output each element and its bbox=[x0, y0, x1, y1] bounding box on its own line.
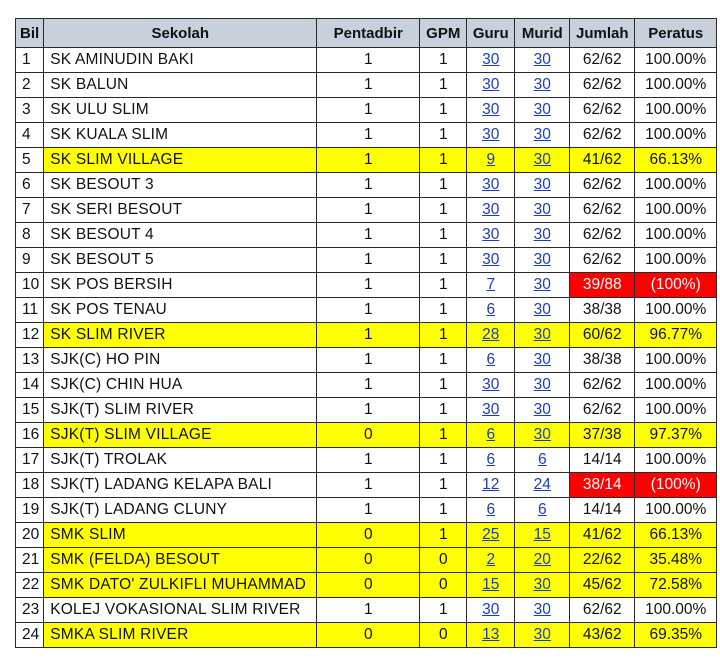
row-peratus-cell: 100.00% bbox=[635, 98, 717, 123]
row-guru-cell-link[interactable]: 6 bbox=[486, 301, 496, 318]
row-gpm-cell: 0 bbox=[420, 623, 467, 648]
row-guru-cell bbox=[467, 623, 515, 648]
row-murid-cell-link[interactable]: 30 bbox=[533, 351, 551, 368]
row-guru-cell bbox=[467, 523, 515, 548]
row-murid-cell bbox=[515, 273, 570, 298]
row-murid-cell bbox=[515, 248, 570, 273]
row-murid-cell-link[interactable]: 30 bbox=[533, 326, 551, 343]
row-bil-cell: 18 bbox=[16, 473, 44, 498]
row-school-name-cell: SK AMINUDIN BAKI bbox=[44, 48, 317, 73]
row-jumlah-cell: 62/62 bbox=[570, 223, 635, 248]
table-row bbox=[16, 148, 717, 173]
row-murid-cell-link[interactable]: 30 bbox=[533, 576, 551, 593]
row-murid-cell bbox=[515, 473, 570, 498]
row-pentadbir-cell: 0 bbox=[317, 423, 420, 448]
row-peratus-cell: 100.00% bbox=[635, 123, 717, 148]
row-guru-cell-link[interactable]: 6 bbox=[486, 451, 496, 468]
row-jumlah-cell: 62/62 bbox=[570, 198, 635, 223]
row-murid-cell-link[interactable]: 6 bbox=[537, 501, 547, 518]
row-murid-cell-link[interactable]: 15 bbox=[533, 526, 551, 543]
row-jumlah-cell: 62/62 bbox=[570, 248, 635, 273]
row-guru-cell bbox=[467, 423, 515, 448]
row-jumlah-cell: 14/14 bbox=[570, 448, 635, 473]
row-guru-cell-link[interactable]: 28 bbox=[482, 326, 500, 343]
row-gpm-cell: 1 bbox=[420, 148, 467, 173]
table-row bbox=[16, 173, 717, 198]
row-guru-cell-link[interactable]: 6 bbox=[486, 501, 496, 518]
row-guru-cell-link[interactable]: 30 bbox=[482, 201, 500, 218]
row-murid-cell bbox=[515, 623, 570, 648]
row-murid-cell bbox=[515, 548, 570, 573]
row-gpm-cell: 1 bbox=[420, 223, 467, 248]
row-guru-cell-link[interactable]: 7 bbox=[486, 276, 496, 293]
row-bil-cell: 5 bbox=[16, 148, 44, 173]
row-gpm-cell: 1 bbox=[420, 298, 467, 323]
row-guru-cell-link[interactable]: 30 bbox=[482, 401, 500, 418]
row-bil-cell: 23 bbox=[16, 598, 44, 623]
row-murid-cell-link[interactable]: 30 bbox=[533, 426, 551, 443]
row-bil-cell: 12 bbox=[16, 323, 44, 348]
row-gpm-cell: 1 bbox=[420, 373, 467, 398]
row-bil-cell: 7 bbox=[16, 198, 44, 223]
row-jumlah-cell: 43/62 bbox=[570, 623, 635, 648]
row-guru-cell-link[interactable]: 15 bbox=[482, 576, 500, 593]
row-murid-cell bbox=[515, 98, 570, 123]
row-guru-cell bbox=[467, 548, 515, 573]
row-murid-cell-link[interactable]: 30 bbox=[533, 301, 551, 318]
row-peratus-cell: 100.00% bbox=[635, 223, 717, 248]
row-jumlah-cell: 62/62 bbox=[570, 123, 635, 148]
row-pentadbir-cell: 1 bbox=[317, 398, 420, 423]
row-bil-cell: 3 bbox=[16, 98, 44, 123]
row-peratus-cell: (100%) bbox=[635, 473, 717, 498]
row-jumlah-cell: 14/14 bbox=[570, 498, 635, 523]
row-murid-cell bbox=[515, 298, 570, 323]
row-guru-cell bbox=[467, 248, 515, 273]
row-guru-cell bbox=[467, 98, 515, 123]
row-guru-cell-link[interactable]: 6 bbox=[486, 426, 496, 443]
row-bil-cell: 10 bbox=[16, 273, 44, 298]
header-murid: Murid bbox=[515, 19, 570, 48]
row-murid-cell-link[interactable]: 30 bbox=[533, 51, 551, 68]
row-bil-cell: 2 bbox=[16, 73, 44, 98]
row-pentadbir-cell: 1 bbox=[317, 298, 420, 323]
row-murid-cell bbox=[515, 448, 570, 473]
row-guru-cell-link[interactable]: 30 bbox=[482, 601, 500, 618]
row-guru-cell-link[interactable]: 30 bbox=[482, 251, 500, 268]
row-murid-cell-link[interactable]: 30 bbox=[533, 601, 551, 618]
row-jumlah-cell: 62/62 bbox=[570, 73, 635, 98]
table-row bbox=[16, 373, 717, 398]
header-gpm: GPM bbox=[420, 19, 467, 48]
row-school-name-cell: SK ULU SLIM bbox=[44, 98, 317, 123]
row-gpm-cell: 1 bbox=[420, 398, 467, 423]
row-gpm-cell: 1 bbox=[420, 348, 467, 373]
row-gpm-cell: 1 bbox=[420, 173, 467, 198]
row-pentadbir-cell: 1 bbox=[317, 48, 420, 73]
row-bil-cell: 19 bbox=[16, 498, 44, 523]
row-jumlah-cell: 62/62 bbox=[570, 398, 635, 423]
row-school-name-cell: SJK(C) HO PIN bbox=[44, 348, 317, 373]
row-gpm-cell: 1 bbox=[420, 198, 467, 223]
row-peratus-cell: 72.58% bbox=[635, 573, 717, 598]
row-school-name-cell: KOLEJ VOKASIONAL SLIM RIVER bbox=[44, 598, 317, 623]
row-pentadbir-cell: 1 bbox=[317, 98, 420, 123]
row-gpm-cell: 1 bbox=[420, 598, 467, 623]
row-guru-cell bbox=[467, 348, 515, 373]
row-murid-cell-link[interactable]: 30 bbox=[533, 201, 551, 218]
row-school-name-cell: SMK SLIM bbox=[44, 523, 317, 548]
row-peratus-cell: 66.13% bbox=[635, 148, 717, 173]
row-murid-cell-link[interactable]: 30 bbox=[533, 626, 551, 643]
row-bil-cell: 8 bbox=[16, 223, 44, 248]
table-row bbox=[16, 198, 717, 223]
row-murid-cell bbox=[515, 223, 570, 248]
row-peratus-cell: 100.00% bbox=[635, 398, 717, 423]
row-school-name-cell: SK BESOUT 4 bbox=[44, 223, 317, 248]
row-school-name-cell: SJK(C) CHIN HUA bbox=[44, 373, 317, 398]
row-murid-cell bbox=[515, 573, 570, 598]
row-jumlah-cell: 62/62 bbox=[570, 598, 635, 623]
row-murid-cell bbox=[515, 173, 570, 198]
row-gpm-cell: 1 bbox=[420, 323, 467, 348]
row-peratus-cell: 100.00% bbox=[635, 448, 717, 473]
row-gpm-cell: 1 bbox=[420, 473, 467, 498]
row-bil-cell: 13 bbox=[16, 348, 44, 373]
row-guru-cell-link[interactable]: 30 bbox=[482, 176, 500, 193]
row-jumlah-cell: 41/62 bbox=[570, 523, 635, 548]
row-pentadbir-cell: 1 bbox=[317, 123, 420, 148]
row-bil-cell: 17 bbox=[16, 448, 44, 473]
row-gpm-cell: 1 bbox=[420, 123, 467, 148]
row-school-name-cell: SJK(T) LADANG CLUNY bbox=[44, 498, 317, 523]
row-guru-cell-link[interactable]: 30 bbox=[482, 376, 500, 393]
row-pentadbir-cell: 1 bbox=[317, 498, 420, 523]
row-murid-cell bbox=[515, 48, 570, 73]
row-bil-cell: 9 bbox=[16, 248, 44, 273]
row-guru-cell bbox=[467, 223, 515, 248]
row-jumlah-cell: 62/62 bbox=[570, 173, 635, 198]
table-row bbox=[16, 323, 717, 348]
row-bil-cell: 20 bbox=[16, 523, 44, 548]
row-gpm-cell: 1 bbox=[420, 498, 467, 523]
row-jumlah-cell: 45/62 bbox=[570, 573, 635, 598]
row-gpm-cell: 1 bbox=[420, 248, 467, 273]
row-peratus-cell: 35.48% bbox=[635, 548, 717, 573]
row-guru-cell bbox=[467, 448, 515, 473]
row-peratus-cell: 97.37% bbox=[635, 423, 717, 448]
row-guru-cell-link[interactable]: 9 bbox=[486, 151, 496, 168]
row-murid-cell-link[interactable]: 30 bbox=[533, 376, 551, 393]
row-school-name-cell: SMK DATO' ZULKIFLI MUHAMMAD bbox=[44, 573, 317, 598]
table-row bbox=[16, 73, 717, 98]
row-guru-cell bbox=[467, 598, 515, 623]
row-pentadbir-cell: 0 bbox=[317, 623, 420, 648]
row-peratus-cell: 100.00% bbox=[635, 348, 717, 373]
header-pentadbir: Pentadbir bbox=[317, 19, 420, 48]
row-school-name-cell: SJK(T) SLIM VILLAGE bbox=[44, 423, 317, 448]
row-peratus-cell: 100.00% bbox=[635, 498, 717, 523]
row-murid-cell bbox=[515, 198, 570, 223]
row-peratus-cell: 100.00% bbox=[635, 73, 717, 98]
row-murid-cell-link[interactable]: 30 bbox=[533, 401, 551, 418]
row-murid-cell-link[interactable]: 30 bbox=[533, 276, 551, 293]
row-murid-cell-link[interactable]: 30 bbox=[533, 251, 551, 268]
row-gpm-cell: 1 bbox=[420, 448, 467, 473]
row-guru-cell bbox=[467, 573, 515, 598]
row-pentadbir-cell: 1 bbox=[317, 248, 420, 273]
row-murid-cell-link[interactable]: 30 bbox=[533, 151, 551, 168]
row-guru-cell bbox=[467, 73, 515, 98]
row-guru-cell bbox=[467, 298, 515, 323]
row-murid-cell bbox=[515, 498, 570, 523]
table-row bbox=[16, 48, 717, 73]
row-peratus-cell: 96.77% bbox=[635, 323, 717, 348]
table-row bbox=[16, 598, 717, 623]
row-murid-cell-link[interactable]: 30 bbox=[533, 226, 551, 243]
row-bil-cell: 1 bbox=[16, 48, 44, 73]
row-bil-cell: 6 bbox=[16, 173, 44, 198]
table-row bbox=[16, 548, 717, 573]
row-guru-cell-link[interactable]: 2 bbox=[486, 551, 496, 568]
row-jumlah-cell: 37/38 bbox=[570, 423, 635, 448]
row-school-name-cell: SK SLIM VILLAGE bbox=[44, 148, 317, 173]
school-table bbox=[15, 18, 717, 648]
row-murid-cell-link[interactable]: 24 bbox=[533, 476, 551, 493]
table-row bbox=[16, 298, 717, 323]
row-jumlah-cell: 41/62 bbox=[570, 148, 635, 173]
row-guru-cell bbox=[467, 398, 515, 423]
row-peratus-cell: 100.00% bbox=[635, 173, 717, 198]
table-row bbox=[16, 473, 717, 498]
row-bil-cell: 14 bbox=[16, 373, 44, 398]
row-peratus-cell: (100%) bbox=[635, 273, 717, 298]
row-guru-cell-link[interactable]: 6 bbox=[486, 351, 496, 368]
row-school-name-cell: SK BALUN bbox=[44, 73, 317, 98]
table-row bbox=[16, 248, 717, 273]
row-peratus-cell: 66.13% bbox=[635, 523, 717, 548]
row-jumlah-cell: 38/38 bbox=[570, 298, 635, 323]
row-bil-cell: 24 bbox=[16, 623, 44, 648]
row-pentadbir-cell: 1 bbox=[317, 373, 420, 398]
row-murid-cell bbox=[515, 373, 570, 398]
row-jumlah-cell: 60/62 bbox=[570, 323, 635, 348]
row-gpm-cell: 1 bbox=[420, 48, 467, 73]
row-gpm-cell: 1 bbox=[420, 523, 467, 548]
header-peratus: Peratus bbox=[635, 19, 717, 48]
row-school-name-cell: SK POS BERSIH bbox=[44, 273, 317, 298]
header-row bbox=[16, 19, 717, 48]
row-pentadbir-cell: 1 bbox=[317, 223, 420, 248]
row-school-name-cell: SJK(T) SLIM RIVER bbox=[44, 398, 317, 423]
row-guru-cell bbox=[467, 473, 515, 498]
row-bil-cell: 15 bbox=[16, 398, 44, 423]
row-pentadbir-cell: 0 bbox=[317, 523, 420, 548]
row-jumlah-cell: 62/62 bbox=[570, 48, 635, 73]
row-pentadbir-cell: 1 bbox=[317, 173, 420, 198]
table-row bbox=[16, 423, 717, 448]
table-row bbox=[16, 448, 717, 473]
row-bil-cell: 22 bbox=[16, 573, 44, 598]
school-table-wrapper bbox=[15, 18, 717, 648]
row-pentadbir-cell: 1 bbox=[317, 323, 420, 348]
row-school-name-cell: SK KUALA SLIM bbox=[44, 123, 317, 148]
row-school-name-cell: SK BESOUT 3 bbox=[44, 173, 317, 198]
row-gpm-cell: 1 bbox=[420, 273, 467, 298]
row-peratus-cell: 100.00% bbox=[635, 248, 717, 273]
header-jumlah: Jumlah bbox=[570, 19, 635, 48]
row-school-name-cell: SJK(T) TROLAK bbox=[44, 448, 317, 473]
row-pentadbir-cell: 1 bbox=[317, 73, 420, 98]
row-jumlah-cell: 62/62 bbox=[570, 373, 635, 398]
row-pentadbir-cell: 0 bbox=[317, 573, 420, 598]
table-row bbox=[16, 623, 717, 648]
row-peratus-cell: 100.00% bbox=[635, 198, 717, 223]
row-murid-cell bbox=[515, 148, 570, 173]
table-row bbox=[16, 123, 717, 148]
row-guru-cell bbox=[467, 198, 515, 223]
row-pentadbir-cell: 1 bbox=[317, 198, 420, 223]
row-peratus-cell: 100.00% bbox=[635, 373, 717, 398]
row-gpm-cell: 0 bbox=[420, 573, 467, 598]
row-guru-cell-link[interactable]: 25 bbox=[482, 526, 500, 543]
row-pentadbir-cell: 1 bbox=[317, 348, 420, 373]
row-pentadbir-cell: 1 bbox=[317, 598, 420, 623]
row-guru-cell-link[interactable]: 30 bbox=[482, 126, 500, 143]
row-peratus-cell: 100.00% bbox=[635, 48, 717, 73]
table-row bbox=[16, 573, 717, 598]
row-guru-cell bbox=[467, 123, 515, 148]
row-guru-cell-link[interactable]: 30 bbox=[482, 76, 500, 93]
table-row bbox=[16, 273, 717, 298]
header-bil: Bil bbox=[16, 19, 44, 48]
row-murid-cell-link[interactable]: 30 bbox=[533, 176, 551, 193]
row-guru-cell bbox=[467, 273, 515, 298]
row-peratus-cell: 100.00% bbox=[635, 598, 717, 623]
row-bil-cell: 16 bbox=[16, 423, 44, 448]
row-school-name-cell: SK POS TENAU bbox=[44, 298, 317, 323]
table-body bbox=[16, 48, 717, 648]
row-jumlah-cell: 39/88 bbox=[570, 273, 635, 298]
row-guru-cell-link[interactable]: 30 bbox=[482, 51, 500, 68]
row-murid-cell bbox=[515, 423, 570, 448]
table-row bbox=[16, 98, 717, 123]
table-row bbox=[16, 348, 717, 373]
row-bil-cell: 11 bbox=[16, 298, 44, 323]
row-murid-cell bbox=[515, 123, 570, 148]
row-murid-cell bbox=[515, 348, 570, 373]
row-school-name-cell: SK SERI BESOUT bbox=[44, 198, 317, 223]
row-gpm-cell: 1 bbox=[420, 73, 467, 98]
row-murid-cell bbox=[515, 323, 570, 348]
row-guru-cell-link[interactable]: 13 bbox=[482, 626, 500, 643]
row-guru-cell bbox=[467, 498, 515, 523]
row-gpm-cell: 1 bbox=[420, 423, 467, 448]
row-school-name-cell: SK SLIM RIVER bbox=[44, 323, 317, 348]
row-peratus-cell: 100.00% bbox=[635, 298, 717, 323]
row-jumlah-cell: 38/14 bbox=[570, 473, 635, 498]
row-school-name-cell: SMKA SLIM RIVER bbox=[44, 623, 317, 648]
row-bil-cell: 21 bbox=[16, 548, 44, 573]
row-pentadbir-cell: 1 bbox=[317, 148, 420, 173]
row-pentadbir-cell: 1 bbox=[317, 473, 420, 498]
row-murid-cell-link[interactable]: 6 bbox=[537, 451, 547, 468]
row-guru-cell bbox=[467, 323, 515, 348]
row-murid-cell-link[interactable]: 30 bbox=[533, 101, 551, 118]
row-guru-cell-link[interactable]: 12 bbox=[482, 476, 500, 493]
table-row bbox=[16, 223, 717, 248]
row-peratus-cell: 69.35% bbox=[635, 623, 717, 648]
row-guru-cell-link[interactable]: 30 bbox=[482, 226, 500, 243]
row-murid-cell bbox=[515, 523, 570, 548]
header-sekolah: Sekolah bbox=[44, 19, 317, 48]
row-pentadbir-cell: 1 bbox=[317, 273, 420, 298]
row-pentadbir-cell: 1 bbox=[317, 448, 420, 473]
row-murid-cell bbox=[515, 73, 570, 98]
row-school-name-cell: SMK (FELDA) BESOUT bbox=[44, 548, 317, 573]
row-guru-cell bbox=[467, 48, 515, 73]
row-gpm-cell: 0 bbox=[420, 548, 467, 573]
row-murid-cell-link[interactable]: 30 bbox=[533, 76, 551, 93]
header-guru: Guru bbox=[467, 19, 515, 48]
table-row bbox=[16, 398, 717, 423]
row-murid-cell bbox=[515, 398, 570, 423]
table-row bbox=[16, 498, 717, 523]
row-guru-cell bbox=[467, 373, 515, 398]
row-jumlah-cell: 62/62 bbox=[570, 98, 635, 123]
row-murid-cell-link[interactable]: 20 bbox=[533, 551, 551, 568]
row-guru-cell-link[interactable]: 30 bbox=[482, 101, 500, 118]
row-guru-cell bbox=[467, 173, 515, 198]
row-gpm-cell: 1 bbox=[420, 98, 467, 123]
row-school-name-cell: SK BESOUT 5 bbox=[44, 248, 317, 273]
row-school-name-cell: SJK(T) LADANG KELAPA BALI bbox=[44, 473, 317, 498]
row-jumlah-cell: 22/62 bbox=[570, 548, 635, 573]
row-murid-cell-link[interactable]: 30 bbox=[533, 126, 551, 143]
row-pentadbir-cell: 0 bbox=[317, 548, 420, 573]
row-murid-cell bbox=[515, 598, 570, 623]
table-row bbox=[16, 523, 717, 548]
row-bil-cell: 4 bbox=[16, 123, 44, 148]
row-guru-cell bbox=[467, 148, 515, 173]
row-jumlah-cell: 38/38 bbox=[570, 348, 635, 373]
